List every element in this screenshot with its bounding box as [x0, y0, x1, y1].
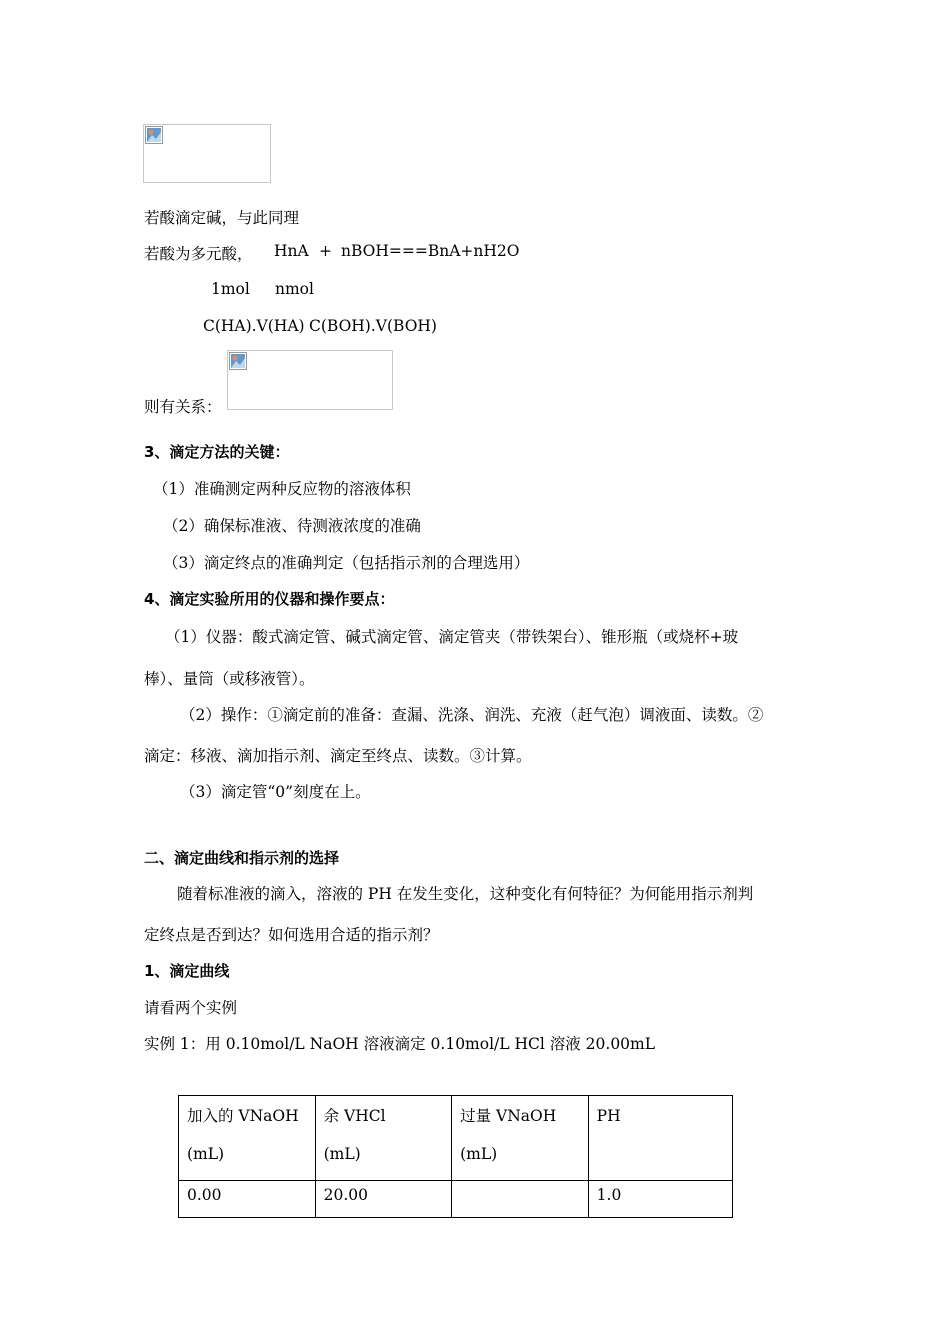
image-placeholder-2: [227, 350, 393, 410]
text-polyacid-label: 若酸为多元酸，: [144, 245, 253, 263]
subsection-titration-curve: 1、滴定曲线: [144, 962, 230, 980]
conc-label-a: C(HA).V(HA): [203, 317, 305, 335]
table-cell: [452, 1181, 589, 1218]
section-3-item-1: （1）准确测定两种反应物的溶液体积: [153, 480, 411, 498]
header-line-1: 余 VHCl: [323, 1107, 386, 1125]
broken-image-icon: [229, 352, 247, 370]
header-line-2: (mL): [460, 1145, 498, 1163]
header-line-2: [597, 1142, 724, 1160]
mol-label-a: 1mol: [211, 280, 250, 298]
section-3-item-2: （2）确保标准液、待测液浓度的准确: [163, 517, 421, 535]
table-header-cell: [452, 1096, 589, 1181]
header-line-2: (mL): [187, 1145, 225, 1163]
header-line-1: 加入的 VNaOH: [187, 1107, 299, 1125]
conc-label-b: C(BOH).V(BOH): [309, 317, 437, 335]
equation-plus: +: [319, 242, 332, 260]
section-4-p3: （3）滴定管“0”刻度在上。: [180, 783, 371, 801]
image-placeholder-1: [143, 124, 271, 183]
mol-label-b: nmol: [275, 280, 314, 298]
header-line-2: (mL): [323, 1145, 361, 1163]
section-3-item-3: （3）滴定终点的准确判定（包括指示剂的合理选用）: [163, 554, 530, 572]
equation-right: nBOH===BnA+nH2O: [341, 242, 520, 260]
table-header-row: [179, 1096, 733, 1181]
equation-left: HnA: [274, 242, 309, 260]
table-cell: 20.00: [315, 1181, 451, 1218]
section-two-title: 二、滴定曲线和指示剂的选择: [144, 849, 340, 867]
header-line-1: PH: [596, 1107, 621, 1125]
table-header-cell: [315, 1096, 451, 1181]
section-4-p2-line1: （2）操作：①滴定前的准备：查漏、洗涤、润洗、充液（赶气泡）调液面、读数。②: [180, 706, 764, 724]
section-two-p1-line1: 随着标准液的滴入，溶液的 PH 在发生变化，这种变化有何特征？为何能用指示剂判: [177, 885, 754, 903]
text-example-1: 实例 1：用 0.10mol/L NaOH 溶液滴定 0.10mol/L HCl 溶液 20.00mL: [144, 1035, 656, 1053]
table-cell: 1.0: [588, 1181, 732, 1218]
broken-image-icon: [145, 126, 163, 144]
section-4-p1-line2: 棒）、量筒（或移液管）。: [144, 670, 315, 688]
section-4-p1-line1: （1）仪器：酸式滴定管、碱式滴定管、滴定管夹（带铁架台）、锥形瓶（或烧杯+玻: [165, 628, 739, 646]
table-header-cell: [588, 1096, 732, 1181]
text-acid-titrates-base: 若酸滴定碱，与此同理: [144, 209, 300, 227]
text-relation-label: 则有关系：: [144, 398, 222, 416]
section-two-p1-line2: 定终点是否到达？如何选用合适的指示剂？: [144, 926, 439, 944]
section-4-p2-line2: 滴定：移液、滴加指示剂、滴定至终点、读数。③计算。: [144, 747, 532, 765]
table-cell: 0.00: [179, 1181, 316, 1218]
titration-data-table: [178, 1095, 733, 1218]
section-3-title: 3、滴定方法的关键：: [144, 443, 290, 461]
text-see-two-examples: 请看两个实例: [144, 999, 238, 1017]
section-4-title: 4、滴定实验所用的仪器和操作要点：: [144, 590, 395, 608]
header-line-1: 过量 VNaOH: [460, 1107, 557, 1125]
table-header-cell: [179, 1096, 316, 1181]
table-row: [179, 1181, 733, 1218]
